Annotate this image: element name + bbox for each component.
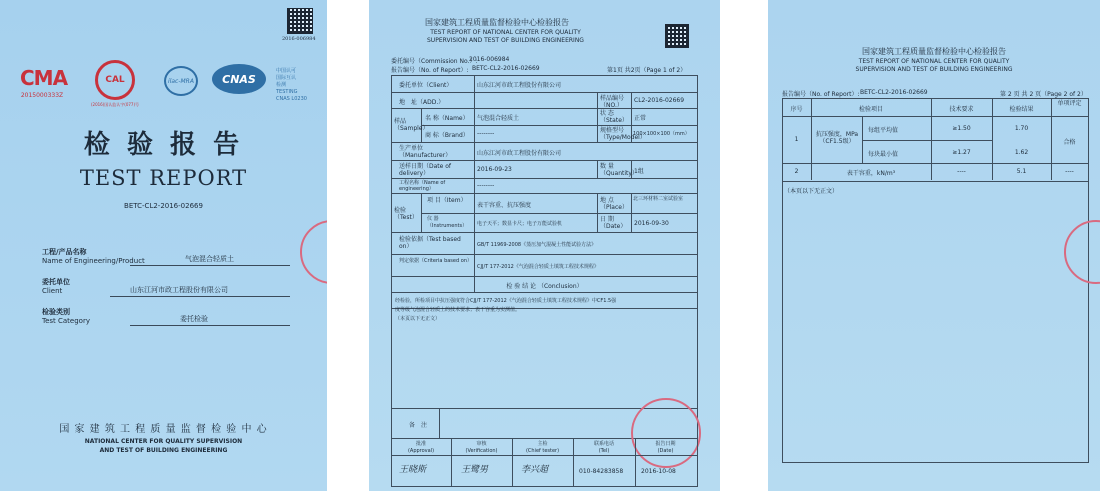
cnas-note: 中国认可 国际互认 检测 TESTING CNAS L0230	[276, 68, 307, 102]
row1-no: 1	[794, 136, 799, 143]
commission-label: 委托编号（Commission No.）:	[391, 58, 478, 65]
brand-value: --------	[477, 130, 495, 137]
ilac-mra-logo: ilac-MRA	[158, 66, 204, 96]
product-value: 气泡混合轻质土	[185, 255, 234, 263]
row1-sub2-req: ≥1.27	[952, 149, 971, 156]
basis-value: GB/T 11969-2008《蒸压加气混凝土性能试验方法》	[477, 242, 597, 248]
header-verdict: 单项评定	[1057, 100, 1082, 107]
row2-result: 5.1	[1016, 168, 1027, 175]
client-label: 委托单位（Client）	[399, 82, 453, 89]
row1-verdict: 合格	[1063, 139, 1076, 146]
row1-item: 抗压强度，MPa（CF1.5级）	[815, 131, 859, 145]
report-page-1	[369, 0, 720, 491]
row2-verdict: ----	[1065, 168, 1074, 175]
spec-value: 100×100×100（mm）	[633, 131, 690, 137]
chief-tester-label: 主检 (Chief tester)	[525, 441, 560, 454]
conclusion-text: 经检验，所检项目中抗压强度符合CJJ/T 177-2012《气泡混合轻质土填筑工程技术规程》中CF1.5强 度等级气泡混合轻质土的技术要求；表干容重为实测值。 （本页以下无正文）	[395, 298, 617, 322]
manufacturer-value: 山东江河市政工程股份有限公司	[477, 150, 562, 157]
qr-code-icon	[665, 24, 689, 48]
instruments-label: 仪 器（Instruments）	[427, 216, 468, 229]
category-value: 委托检验	[180, 315, 208, 323]
cover-title-en: TEST REPORT	[79, 166, 248, 190]
delivery-value: 2016-09-23	[477, 166, 512, 173]
approval-label: 批准 (Approval)	[407, 441, 435, 454]
report-date-value: 2016-10-08	[641, 468, 676, 475]
cal-logo: CAL (2016)国认监认字(077)号	[90, 60, 140, 108]
quantity-value: 1组	[634, 168, 644, 175]
row2-no: 2	[794, 168, 799, 175]
results-title-cn: 国家建筑工程质量监督检验中心检验报告	[862, 47, 1006, 56]
date-label: 日 期（Date）	[600, 216, 627, 230]
quantity-label: 数 量（Quantity）	[600, 163, 638, 177]
date-sign-label: 报告日期 (Date)	[655, 441, 676, 454]
category-label: 检验类别 Test Category	[42, 308, 90, 325]
place-label: 地 点（Place）	[600, 197, 628, 211]
name-label: 名 称（Name）	[425, 115, 469, 122]
cma-code: 2015000333Z	[20, 92, 64, 99]
criteria-label: 判定依据（Criteria based on）	[399, 258, 472, 264]
chief-tester-signature: 李兴超	[521, 465, 549, 475]
product-label: 工程/产品名称 Name of Engineering/Product	[42, 248, 145, 265]
manufacturer-label: 生产单位（Manufacturer）	[399, 145, 452, 159]
row1-sub2-result: 1.62	[1014, 149, 1029, 156]
row1-sub1-result: 1.70	[1014, 125, 1029, 132]
state-label: 状 态（State）	[600, 110, 628, 124]
date-value: 2016-09-30	[634, 220, 669, 227]
cma-logo: CMA 2015000333Z	[20, 66, 68, 99]
spec-label: 规格型号（Type/Model）	[600, 127, 646, 141]
tel-label: 联系电话 (Tel)	[593, 441, 614, 454]
results-page-info: 第 2 页 共 2 页（Page 2 of 2）	[1000, 91, 1087, 98]
item-label: 项 目（Item）	[427, 197, 467, 204]
results-note: （本页以下无正文）	[784, 188, 839, 195]
test-label: 检验（Test）	[394, 207, 418, 221]
report-page-2	[768, 0, 1100, 491]
results-title-en: TEST REPORT OF NATIONAL CENTER FOR QUALITY SUPERVISION AND TEST OF BUILDING ENGINEERING	[855, 58, 1013, 73]
row2-item: 表干容重，kN/m³	[846, 170, 896, 177]
product-underline	[130, 265, 290, 266]
cover-center-cn: 国 家 建 筑 工 程 质 量 监 督 检 验 中 心	[59, 424, 268, 435]
header-result: 检验结果	[1009, 106, 1034, 113]
cover-title-cn: 检 验 报 告	[83, 130, 244, 160]
client-value: 山东江河市政工程股份有限公司	[477, 82, 562, 89]
project-value: --------	[477, 182, 495, 189]
tel-value: 010-84283858	[579, 468, 624, 475]
qr-code-icon	[287, 8, 313, 34]
place-value: 北三环材料二室试验室	[633, 196, 684, 202]
report-table	[391, 75, 698, 309]
results-report-label: 报告编号（No. of Report）:	[782, 91, 860, 98]
sample-label: 样品（Sample）	[394, 118, 429, 132]
name-value: 气泡混合轻质土	[477, 115, 520, 122]
report-no: BETC-CL2-2016-02669	[472, 65, 540, 72]
conclusion-label: 检 验 结 论 （Conclusion）	[506, 283, 583, 290]
item-value: 表干容重、抗压强度	[477, 202, 532, 209]
state-value: 正常	[634, 115, 647, 122]
sample-no-value: CL2-2016-02669	[634, 97, 685, 104]
basis-label: 检验依据（Test based on）	[399, 236, 461, 250]
page-info: 第1页 共2页（Page 1 of 2）	[607, 67, 687, 74]
cover-page	[0, 0, 327, 491]
delivery-label: 送样日期（Date of delivery）	[399, 163, 452, 177]
cnas-logo: CNAS	[212, 64, 272, 94]
verification-label: 审核 (Verification)	[465, 441, 498, 454]
instruments-value: 电子天平；数显卡尺；电子万能试验机	[477, 221, 563, 227]
client-underline	[110, 296, 290, 297]
header-no: 序号	[790, 106, 803, 113]
qr-code-label: 2016-006984	[282, 36, 316, 42]
remark-label: 备 注	[409, 422, 428, 429]
cal-code: (2016)国认监认字(077)号	[90, 102, 140, 107]
approval-signature: 王晓斯	[399, 465, 427, 475]
brand-label: 商 标（Brand）	[425, 132, 469, 139]
verification-signature: 王鹭男	[461, 465, 489, 475]
row1-sub1-name: 每组平均值	[868, 127, 899, 134]
header-item: 检验项目	[858, 106, 883, 113]
cover-report-no: BETC-CL2-2016-02669	[124, 202, 203, 210]
criteria-value: CJJ/T 177-2012《气泡混合轻质土填筑工程技术规程》	[477, 264, 599, 270]
project-label: 工程名称（Name of engineering）	[399, 180, 446, 192]
report-title-cn: 国家建筑工程质量监督检验中心检验报告	[425, 18, 569, 27]
results-blank-area	[782, 180, 1089, 463]
red-seal-icon	[300, 220, 327, 284]
commission-no: 2016-006984	[469, 56, 510, 63]
row2-req: ----	[957, 168, 966, 175]
cover-center-en: NATIONAL CENTER FOR QUALITY SUPERVISION AND TEST OF BUILDING ENGINEERING	[84, 438, 243, 454]
report-title-en: TEST REPORT OF NATIONAL CENTER FOR QUALITY SUPERVISION AND TEST OF BUILDING ENGINEERING	[427, 29, 584, 44]
client-label: 委托单位 Client	[42, 278, 70, 295]
row1-sub1-req: ≥1.50	[952, 125, 971, 132]
results-report-no: BETC-CL2-2016-02669	[860, 89, 928, 96]
sample-no-label: 样品编号（NO.）	[600, 95, 625, 109]
client-value: 山东江河市政工程股份有限公司	[130, 286, 228, 294]
report-no-label: 报告编号（No. of Report）:	[391, 67, 469, 74]
header-requirement: 技术要求	[949, 106, 974, 113]
row1-sub2-name: 每块最小值	[868, 151, 899, 158]
address-label: 地 址（ADD.）	[399, 99, 445, 106]
category-underline	[130, 325, 290, 326]
